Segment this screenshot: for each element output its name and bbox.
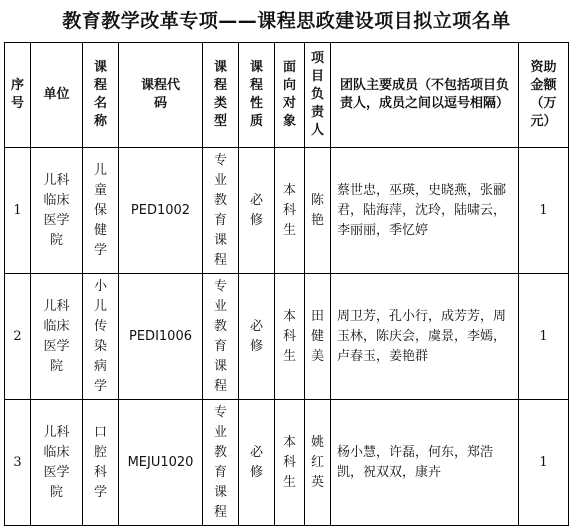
row-unit: 儿科临床医学院: [31, 400, 83, 526]
row-course-name: 小儿传染病学: [83, 274, 119, 400]
header-members: 团队主要成员（不包括项目负责人，成员之间以逗号相隔）: [331, 43, 519, 148]
header-funding: 资助金额（万元）: [519, 43, 569, 148]
row-unit: 儿科临床医学院: [31, 274, 83, 400]
row-course-code: PED1002: [119, 148, 203, 274]
row-course-type: 专业教育课程: [203, 274, 239, 400]
header-course-type: 课程类型: [203, 43, 239, 148]
row-funding: 1: [519, 148, 569, 274]
row-index: 1: [5, 148, 31, 274]
row-leader: 陈艳: [305, 148, 331, 274]
row-course-type: 专业教育课程: [203, 400, 239, 526]
row-unit: 儿科临床医学院: [31, 148, 83, 274]
row-course-type: 专业教育课程: [203, 148, 239, 274]
header-course-name: 课程名称: [83, 43, 119, 148]
table-row: [5, 400, 569, 526]
page-title: 教育教学改革专项——课程思政建设项目拟立项名单: [62, 10, 511, 32]
row-course-code: PEDI1006: [119, 274, 203, 400]
row-members: 周卫芳，孔小行，成芳芳，周玉林，陈庆会，虞景，李嫣，卢春玉，姜艳群: [331, 274, 519, 400]
row-members: 杨小慧，许磊，何东，郑浩凯，祝双双，康卉: [331, 400, 519, 526]
header-audience: 面向对象: [275, 43, 305, 148]
project-list-table: [4, 42, 569, 526]
row-index: 2: [5, 274, 31, 400]
header-leader: 项目负责人: [305, 43, 331, 148]
row-course-name: 儿童保健学: [83, 148, 119, 274]
row-index: 3: [5, 400, 31, 526]
header-index: 序号: [5, 43, 31, 148]
header-row: [5, 43, 569, 148]
row-funding: 1: [519, 274, 569, 400]
row-audience: 本科生: [275, 274, 305, 400]
table-row: [5, 274, 569, 400]
row-funding: 1: [519, 400, 569, 526]
row-leader: 田健美: [305, 274, 331, 400]
row-course-name: 口腔科学: [83, 400, 119, 526]
row-members: 蔡世忠，巫瑛，史晓燕，张郦君，陆海萍，沈玲，陆啸云，李丽丽，季忆婷: [331, 148, 519, 274]
row-course-nature: 必修: [239, 148, 275, 274]
row-course-nature: 必修: [239, 274, 275, 400]
header-course-code: 课程代码: [119, 43, 203, 148]
row-audience: 本科生: [275, 400, 305, 526]
header-unit: 单位: [31, 43, 83, 148]
row-leader: 姚红英: [305, 400, 331, 526]
row-course-code: MEJU1020: [119, 400, 203, 526]
row-audience: 本科生: [275, 148, 305, 274]
header-course-nature: 课程性质: [239, 43, 275, 148]
table-row: [5, 148, 569, 274]
row-course-nature: 必修: [239, 400, 275, 526]
